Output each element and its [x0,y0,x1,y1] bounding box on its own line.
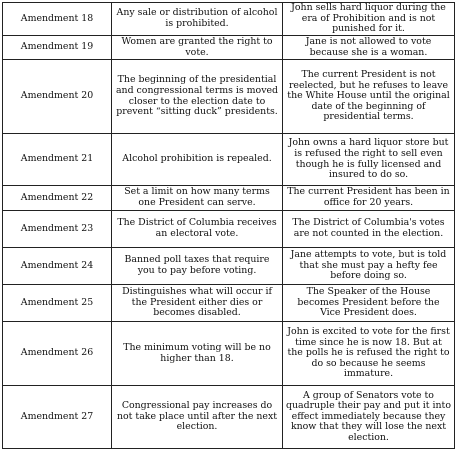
amendment-cell: Amendment 25 [3,285,112,322]
example-cell: The Speaker of the House becomes President before the Vice President does. [283,285,455,322]
table-row [3,186,455,211]
amendment-cell: Amendment 18 [3,3,112,36]
table-row [3,248,455,285]
amendment-cell: Amendment 19 [3,36,112,60]
table-row [3,386,455,449]
example-cell: John sells hard liquor during the era of Prohibition and is not punished for it. [283,3,455,36]
amendment-cell: Amendment 27 [3,386,112,449]
amendment-cell: Amendment 26 [3,322,112,386]
table-row [3,60,455,134]
table-row [3,211,455,248]
description-cell: Banned poll taxes that require you to pay before voting. [112,248,283,285]
amendment-cell: Amendment 23 [3,211,112,248]
table-row [3,3,455,36]
description-cell: Congressional pay increases do not take place until after the next election. [112,386,283,449]
description-cell: The District of Columbia receives an electoral vote. [112,211,283,248]
description-cell: Any sale or distribution of alcohol is prohibited. [112,3,283,36]
table-row [3,322,455,386]
example-cell: A group of Senators vote to quadruple their pay and put it into effect immediately because they know that they will lose the next election. [283,386,455,449]
table-row [3,285,455,322]
amendments-table [2,2,455,449]
example-cell: Jane is not allowed to vote because she is a woman. [283,36,455,60]
description-cell: The beginning of the presidential and congressional terms is moved closer to the election date to prevent “sitting duck” presidents. [112,60,283,134]
description-cell: Alcohol prohibition is repealed. [112,134,283,186]
description-cell: Women are granted the right to vote. [112,36,283,60]
description-cell: The minimum voting will be no higher than 18. [112,322,283,386]
example-cell: The current President is not reelected, but he refuses to leave the White House until the original date of the beginning of presidential terms. [283,60,455,134]
example-cell: The District of Columbia's votes are not counted in the election. [283,211,455,248]
example-cell: John is excited to vote for the first time since he is now 18. But at the polls he is refused the right to do so because he seems immature. [283,322,455,386]
amendment-cell: Amendment 24 [3,248,112,285]
amendment-cell: Amendment 21 [3,134,112,186]
example-cell: John owns a hard liquor store but is refused the right to sell even though he is fully licensed and insured to do so. [283,134,455,186]
description-cell: Distinguishes what will occur if the President either dies or becomes disabled. [112,285,283,322]
amendment-cell: Amendment 22 [3,186,112,211]
table-row [3,36,455,60]
example-cell: Jane attempts to vote, but is told that she must pay a hefty fee before doing so. [283,248,455,285]
table-row [3,134,455,186]
description-cell: Set a limit on how many terms one President can serve. [112,186,283,211]
amendment-cell: Amendment 20 [3,60,112,134]
example-cell: The current President has been in office for 20 years. [283,186,455,211]
